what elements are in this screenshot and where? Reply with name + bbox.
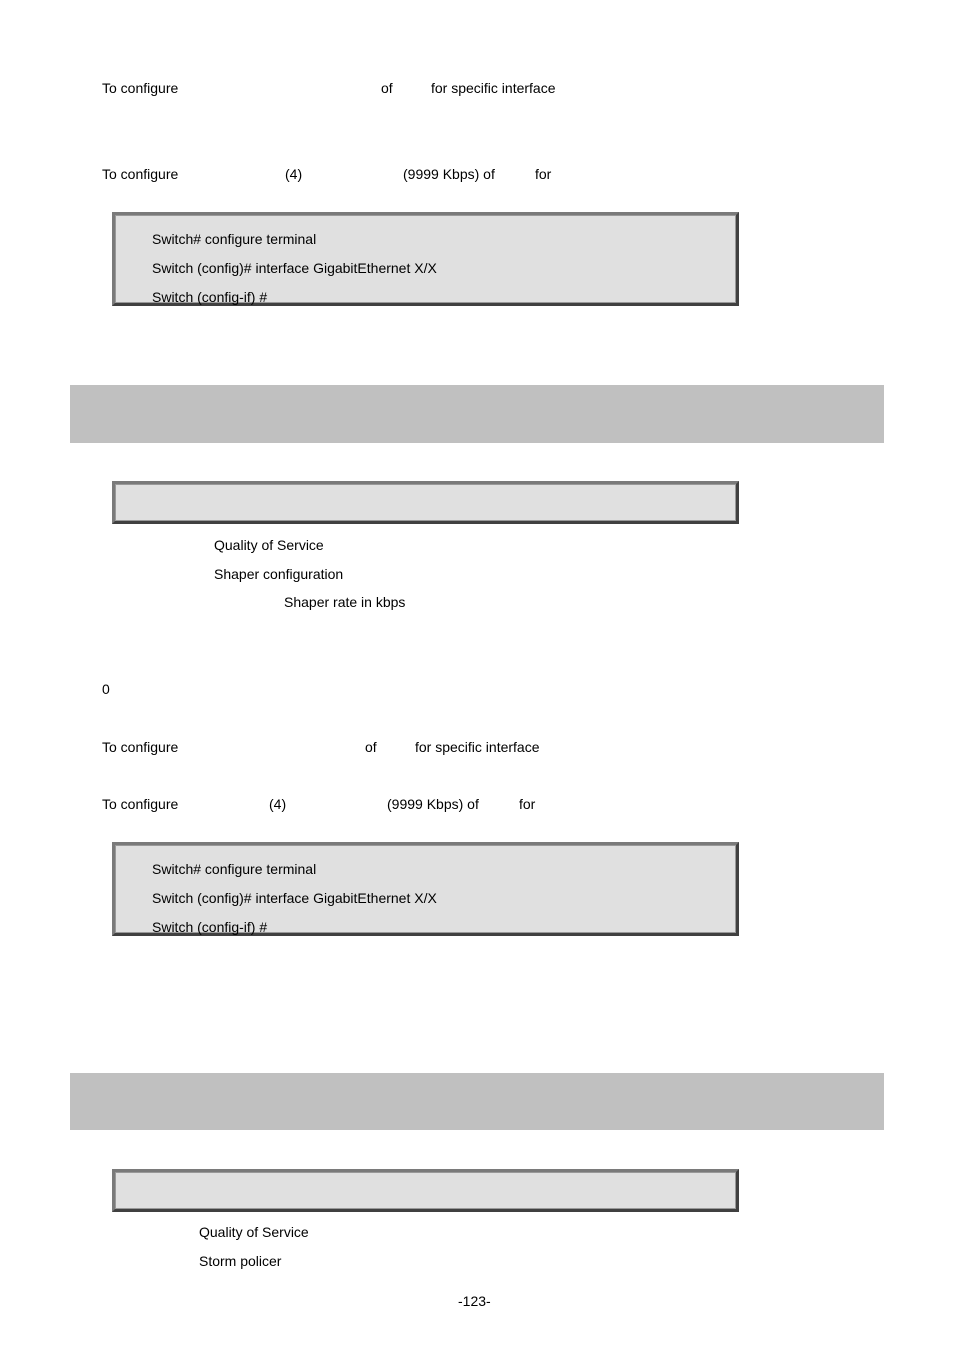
description-text: of xyxy=(381,80,393,96)
code-line: Switch# configure terminal xyxy=(152,861,317,877)
description-text: To configure xyxy=(102,80,179,96)
parameter-description: Storm policer xyxy=(199,1253,282,1269)
example-text: To configure xyxy=(102,796,179,812)
description-text: for specific interface xyxy=(415,739,540,755)
command-heading-band xyxy=(70,1073,884,1130)
code-line: Switch# configure terminal xyxy=(152,231,317,247)
command-heading-band xyxy=(70,385,884,443)
code-line: Switch (config)# interface GigabitEthernet X/X xyxy=(152,890,437,906)
example-text: (9999 Kbps) of xyxy=(387,796,479,812)
description-text: To configure xyxy=(102,739,179,755)
description-text: for specific interface xyxy=(431,80,556,96)
code-line: Switch (config-if) # xyxy=(152,919,268,935)
code-example-box xyxy=(112,842,739,936)
parameter-description: Shaper rate in kbps xyxy=(284,594,406,610)
parameter-description: Shaper configuration xyxy=(214,566,344,582)
page-number: -123- xyxy=(458,1293,491,1309)
example-text: To configure xyxy=(102,166,179,182)
code-line: Switch (config)# interface GigabitEthernet X/X xyxy=(152,260,437,276)
description-text: of xyxy=(365,739,377,755)
parameter-description: Quality of Service xyxy=(199,1224,309,1240)
example-text: (4) xyxy=(269,796,287,812)
code-example-box xyxy=(112,212,739,306)
command-syntax-box xyxy=(112,1169,739,1212)
command-syntax-box xyxy=(112,481,739,524)
parameter-description: Quality of Service xyxy=(214,537,324,553)
code-line: Switch (config-if) # xyxy=(152,289,268,305)
example-text: for xyxy=(519,796,536,812)
example-text: (4) xyxy=(285,166,303,182)
default-value: 0 xyxy=(102,681,110,697)
example-text: (9999 Kbps) of xyxy=(403,166,495,182)
example-text: for xyxy=(535,166,552,182)
